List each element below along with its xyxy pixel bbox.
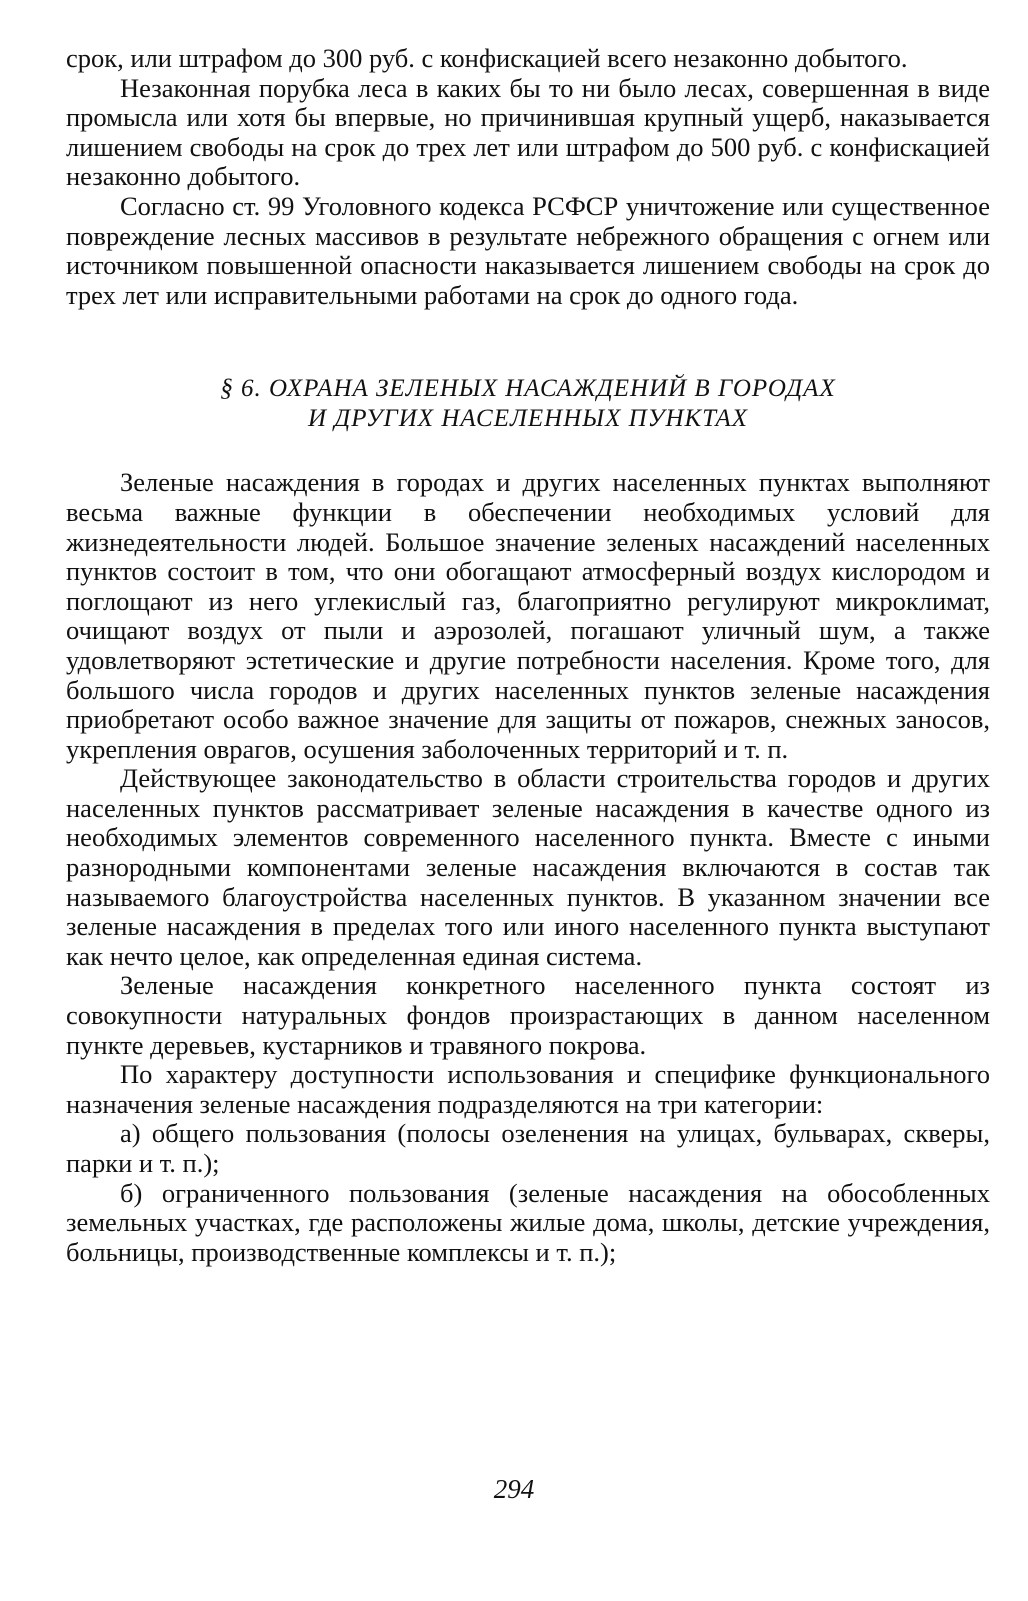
paragraph-composition: Зеленые насаждения конкретного населенного пункта состоят из совокупности натуральных фондов произрастающих в данном населенном пункте деревьев, кустарников и травяного покрова. (66, 970, 990, 1060)
book-page (66, 44, 990, 1267)
paragraph-categories: По характеру доступности использования и специфике функционального назначения зеленые насаждения подразделяются на три категории: (66, 1059, 990, 1119)
section-heading-line-1: § 6. ОХРАНА ЗЕЛЕНЫХ НАСАЖДЕНИЙ В ГОРОДАХ (220, 375, 836, 403)
paragraph-continuation: срок, или штрафом до 300 руб. с конфискацией всего незаконно добытого. (66, 43, 908, 73)
list-item-general-use: а) общего пользования (полосы озеленения на улицах, бульварах, скверы, парки и т. п.); (66, 1118, 990, 1178)
list-item-limited-use: б) ограниченного пользования (зеленые насаждения на обособленных земельных участках, где расположены жилые дома, школы, детские учреждения, больницы, производственные комплексы и т. п.); (66, 1177, 990, 1267)
section-heading-line-2: И ДРУГИХ НАСЕЛЕННЫХ ПУНКТАХ (307, 405, 748, 433)
paragraph-legislation: Действующее законодательство в области строительства городов и других населенных пунктов рассматривает зеленые насаждения в качестве одного из необходимых элементов современного населенного пункта. Вместе с иными разнородными компонентами зеленые насаждения включаются в состав так называемого благоустройства населенных пунктов. В указанном значении все зеленые насаждения в пределах того или иного населенного пункта выступают как нечто целое, как определенная единая система. (66, 763, 990, 971)
paragraph-criminal-code: Согласно ст. 99 Уголовного кодекса РСФСР уничтожение или существенное повреждение лесных массивов в результате небрежного обращения с огнем или источником повышенной опасности наказывается лишением свободы на срок до трех лет или исправительными работами на срок до одного года. (66, 190, 990, 310)
page-number: 294 (493, 1474, 535, 1504)
paragraph-green-functions: Зеленые насаждения в городах и других населенных пунктах выполняют весьма важные функции в обеспечении необходимых условий для жизнедеятельности людей. Большое значение зеленых насаждений населенных пунктов состоит в том, что они обогащают атмосферный воздух кислородом и поглощают из него углекислый газ, благоприятно регулируют микроклимат, очищают воздух от пыли и аэрозолей, погашают уличный шум, а также удовлетворяют эстетические и другие потребности населения. Кроме того, для большого числа городов и других населенных пунктов зеленые насаждения приобретают особо важное значение для защиты от пожаров, снежных заносов, укрепления оврагов, осушения заболоченных территорий и т. п. (66, 467, 990, 764)
paragraph-illegal-logging: Незаконная порубка леса в каких бы то ни было лесах, совершенная в виде промысла или хотя бы впервые, но причинившая крупный ущерб, наказывается лишением свободы на срок до трех лет или штрафом до 500 руб. с конфискацией незаконно добытого. (66, 72, 990, 192)
section-heading (66, 374, 990, 434)
